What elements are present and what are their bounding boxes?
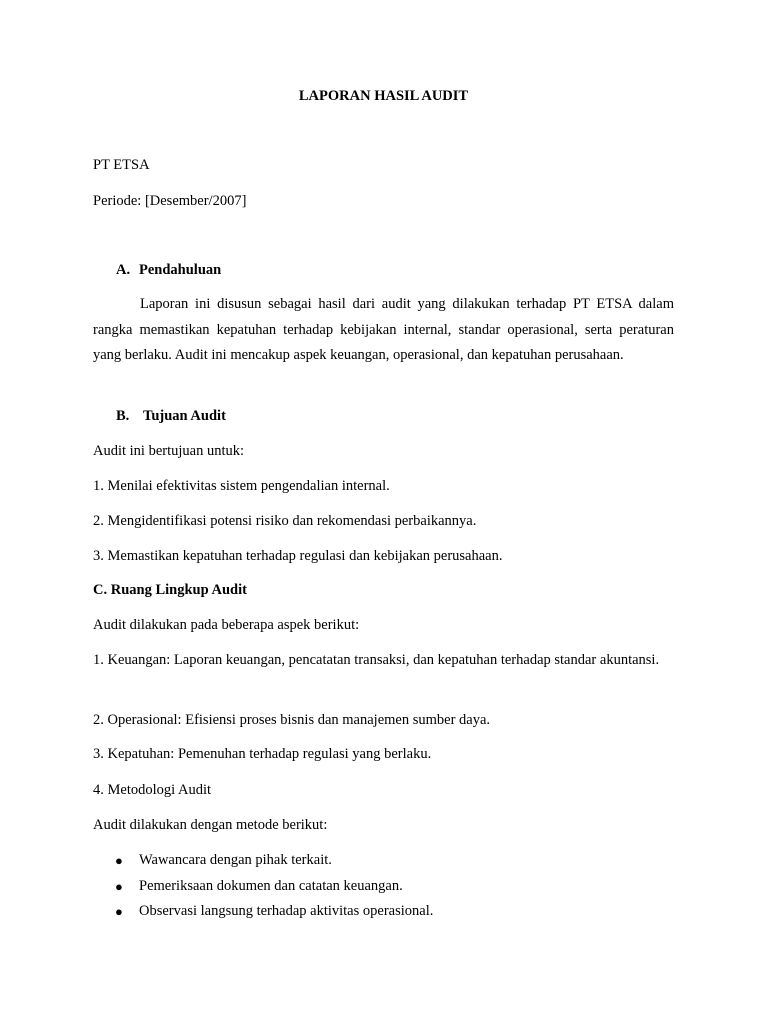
section-a-paragraph-text: Laporan ini disusun sebagai hasil dari audit yang dilakukan terhadap PT ETSA dalam rangka memastikan kepatuhan terhadap kebijakan internal, standar operasional, serta peraturan yang berlaku. Audit ini mencakup aspek keuangan, operasional, dan kepatuhan perusahaan. <box>93 296 674 363</box>
section-b-heading <box>116 408 226 425</box>
section-c-heading: C. Ruang Lingkup Audit <box>93 582 247 598</box>
scope-item-1-text: 1. Keuangan: Laporan keuangan, pencatatan transaksi, dan kepatuhan terhadap standar akuntansi. <box>93 652 660 668</box>
methodology-heading: 4. Metodologi Audit <box>93 782 212 798</box>
document-page <box>93 0 674 1024</box>
company-name: PT ETSA <box>93 157 150 173</box>
method-item: ● Observasi langsung terhadap aktivitas operasional. <box>115 899 433 925</box>
section-a-heading <box>116 262 221 279</box>
method-item: ● Pemeriksaan dokumen dan catatan keuangan. <box>115 874 433 900</box>
scope-item-3: 3. Kepatuhan: Pemenuhan terhadap regulasi yang berlaku. <box>93 746 432 762</box>
bullet-icon: ● <box>115 878 123 894</box>
method-item: ● Wawancara dengan pihak terkait. <box>115 848 433 874</box>
methods-intro: Audit dilakukan dengan metode berikut: <box>93 817 328 833</box>
objective-item-3: 3. Memastikan kepatuhan terhadap regulasi dan kebijakan perusahaan. <box>93 548 503 564</box>
objective-item-1: 1. Menilai efektivitas sistem pengendalian internal. <box>93 478 390 494</box>
section-b-title: Tujuan Audit <box>143 408 226 424</box>
bullet-icon: ● <box>115 853 123 868</box>
section-b-intro: Audit ini bertujuan untuk: <box>93 443 245 459</box>
scope-item-1 <box>93 648 674 674</box>
section-a-number: A. <box>116 262 131 278</box>
report-period: Periode: [Desember/2007] <box>93 193 247 209</box>
section-a-title: Pendahuluan <box>139 262 222 278</box>
section-b-number: B. <box>116 408 130 424</box>
document-title: LAPORAN HASIL AUDIT <box>298 88 469 104</box>
methods-list <box>115 848 433 925</box>
objective-item-2: 2. Mengidentifikasi potensi risiko dan rekomendasi perbaikannya. <box>93 513 477 529</box>
section-c-intro: Audit dilakukan pada beberapa aspek berikut: <box>93 617 360 633</box>
scope-item-2: 2. Operasional: Efisiensi proses bisnis dan manajemen sumber daya. <box>93 712 491 728</box>
section-a-paragraph <box>93 292 674 369</box>
bullet-icon: ● <box>115 904 123 919</box>
